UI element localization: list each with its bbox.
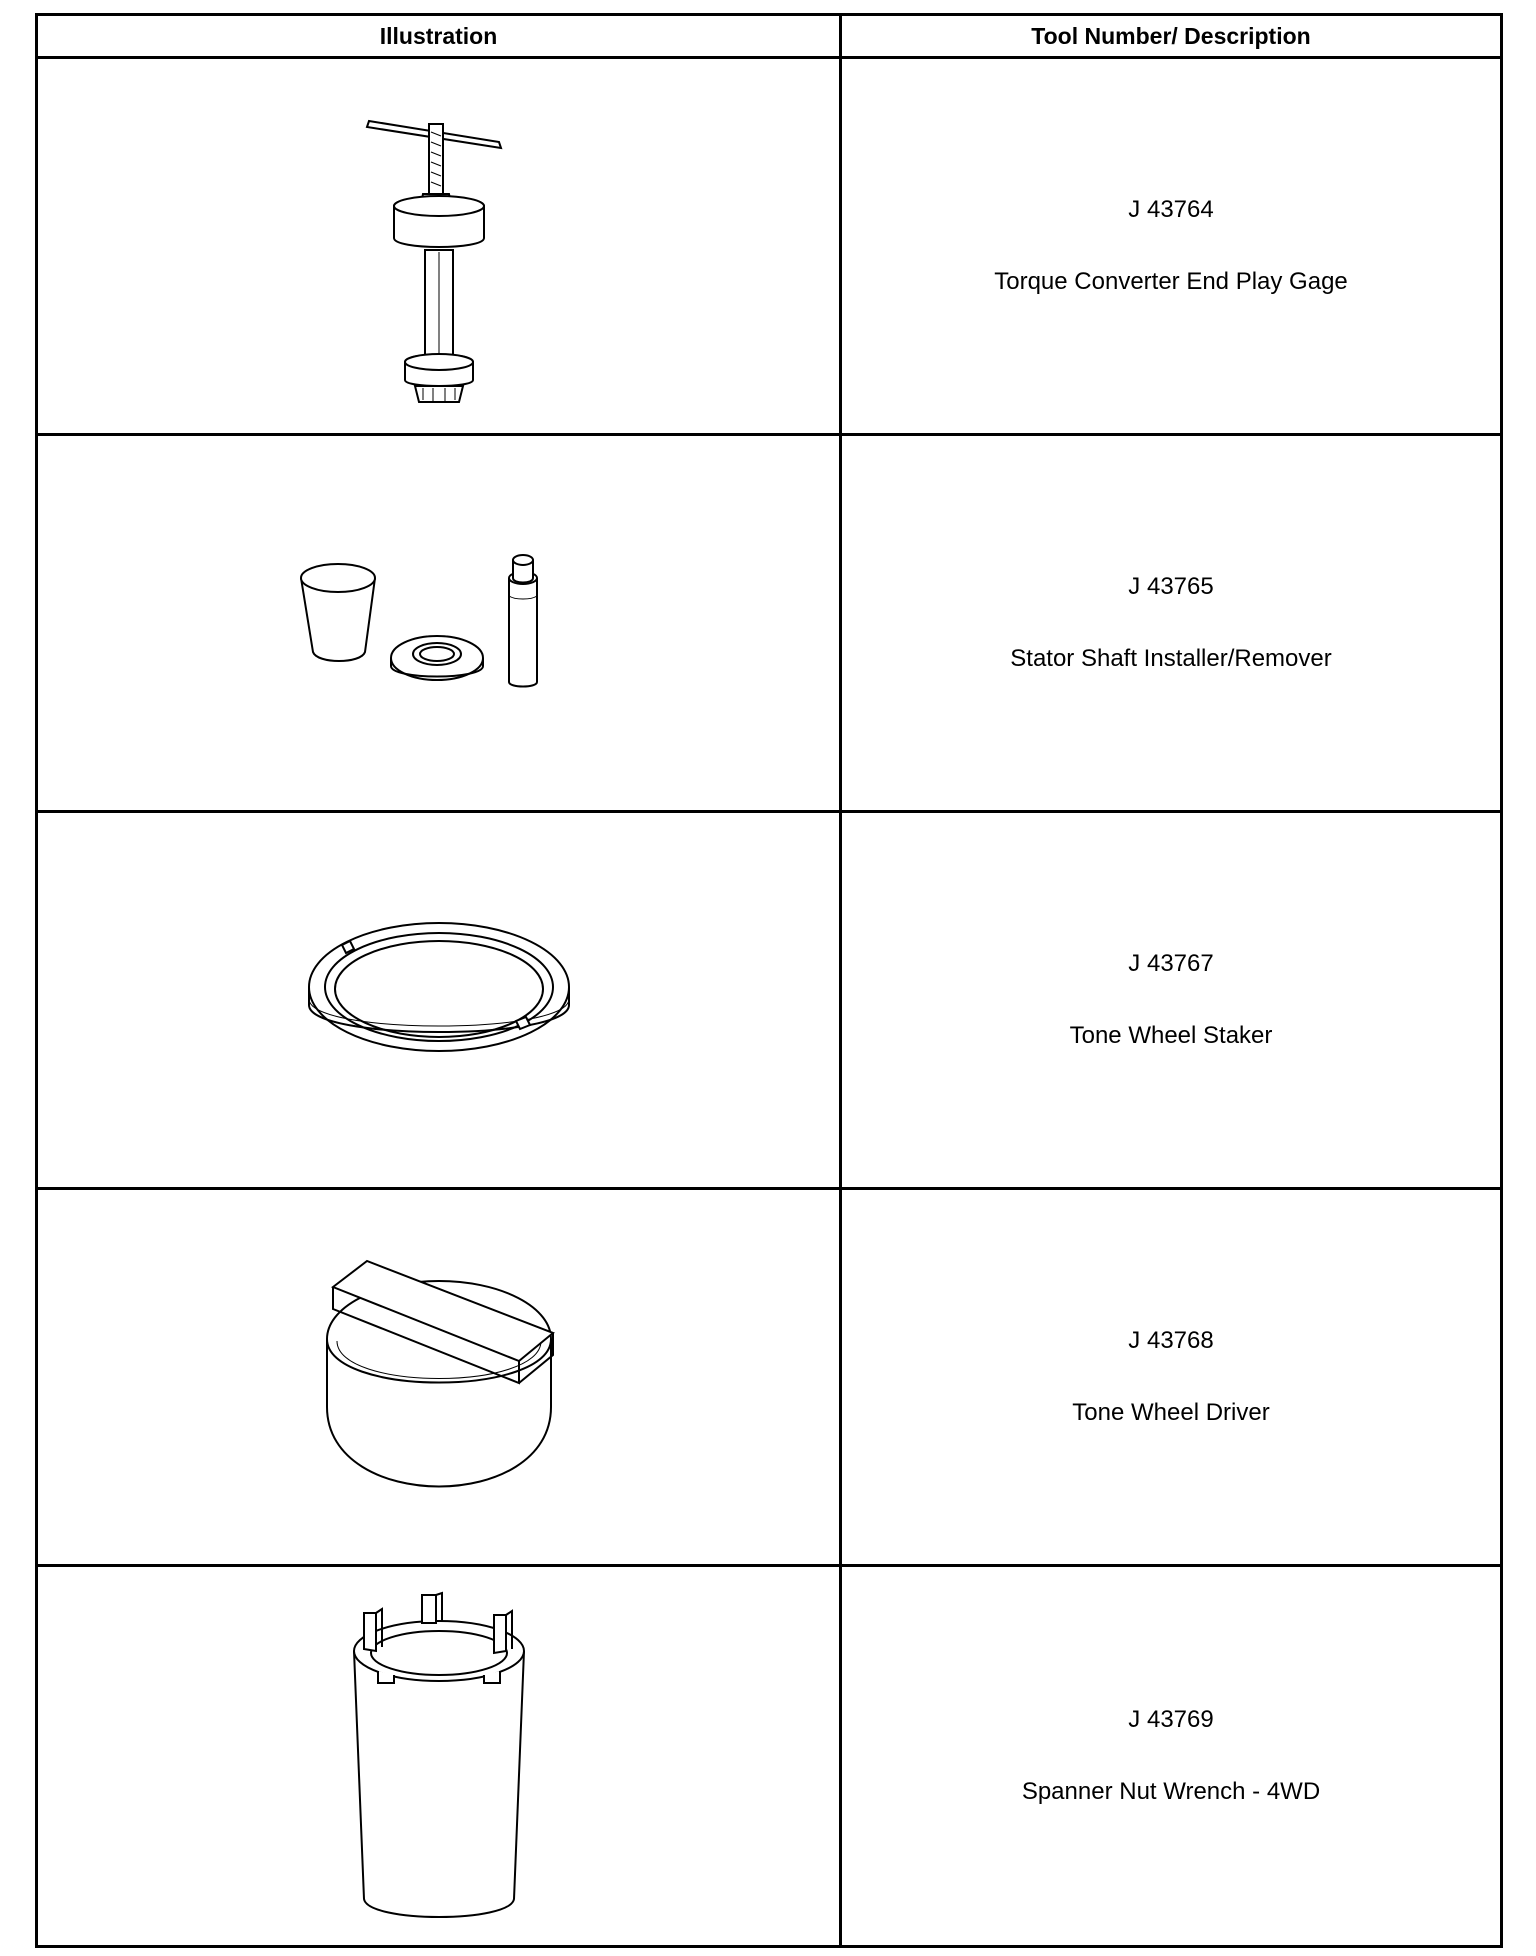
tool-number: J 43769 xyxy=(1128,1706,1214,1733)
tool-header: Tool Number/ Description xyxy=(1031,22,1311,49)
tool-description: Tone Wheel Staker xyxy=(1069,1022,1273,1049)
tool-description: Stator Shaft Installer/Remover xyxy=(1010,645,1332,672)
tool-description: Tone Wheel Driver xyxy=(1072,1399,1270,1426)
tool-cell xyxy=(842,59,1500,433)
illustration-cell xyxy=(38,59,842,433)
tool-number: J 43765 xyxy=(1128,573,1214,600)
tool-cell xyxy=(842,1190,1500,1564)
table-row xyxy=(38,813,1500,1190)
tone-wheel-staker-icon xyxy=(304,915,574,1085)
table-row xyxy=(38,59,1500,436)
table-header xyxy=(38,16,1500,59)
tool-description: Torque Converter End Play Gage xyxy=(994,268,1348,295)
illustration-cell xyxy=(38,436,842,810)
tool-cell xyxy=(842,813,1500,1187)
tool-number: J 43764 xyxy=(1128,196,1214,223)
tool-number: J 43767 xyxy=(1128,950,1214,977)
illustration-cell xyxy=(38,1190,842,1564)
tool-cell xyxy=(842,1567,1500,1945)
tool-cell xyxy=(842,436,1500,810)
illustration-cell xyxy=(38,813,842,1187)
tool-description: Spanner Nut Wrench - 4WD xyxy=(1021,1778,1321,1805)
spanner-nut-wrench-icon xyxy=(344,1591,534,1921)
table-row xyxy=(38,436,1500,813)
tool-number: J 43768 xyxy=(1128,1327,1214,1354)
end-play-gage-icon xyxy=(339,86,539,406)
stator-shaft-tool-icon xyxy=(289,548,589,698)
tools-table xyxy=(35,13,1503,1948)
table-row xyxy=(38,1567,1500,1945)
illustration-header: Illustration xyxy=(38,16,842,56)
illustration-cell xyxy=(38,1567,842,1945)
table-row xyxy=(38,1190,1500,1567)
tone-wheel-driver-icon xyxy=(319,1257,559,1497)
